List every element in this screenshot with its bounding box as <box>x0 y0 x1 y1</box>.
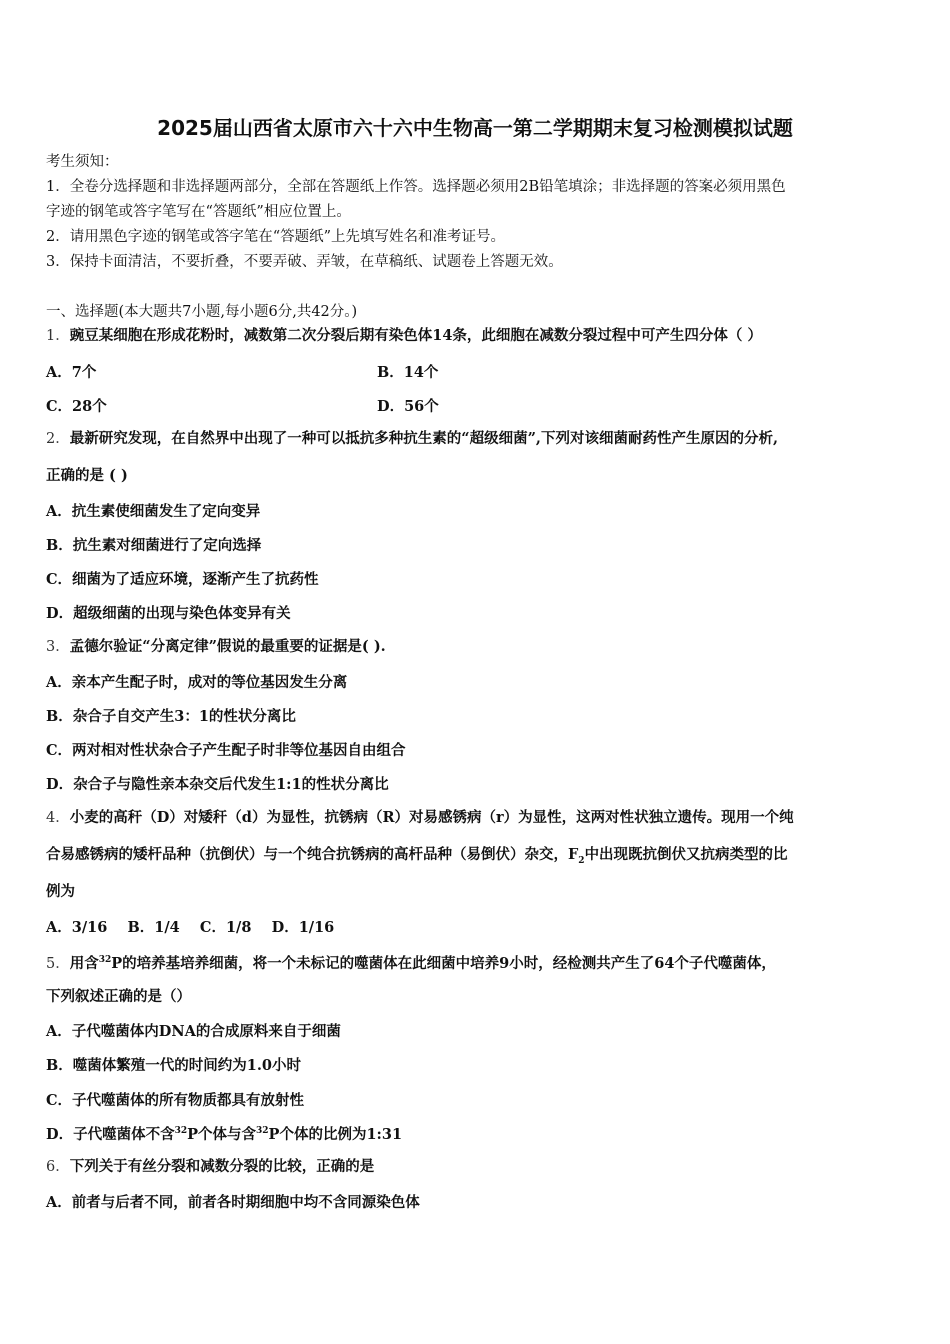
notice-item-1: 1．全卷分选择题和非选择题两部分，全部在答题纸上作答。选择题必须用2B铅笔填涂；非选择题的答案必须用黑色 <box>46 179 786 195</box>
q5-d-superscript: 32 <box>256 1126 269 1137</box>
question-text: 下列关于有丝分裂和减数分裂的比较，正确的是 <box>69 1158 375 1175</box>
q4-options: A．3/16 B．1/4 C．1/8 D．1/16 <box>46 919 335 936</box>
question-number: 2． <box>46 431 70 447</box>
notice-item-3: 3．保持卡面清洁，不要折叠，不要弄破、弄皱，在草稿纸、试题卷上答题无效。 <box>46 254 563 270</box>
question-5 <box>46 950 904 974</box>
q3-option-a: A．亲本产生配子时，成对的等位基因发生分离 <box>46 674 348 691</box>
q5-d-part: D．子代噬菌体不含 <box>46 1126 175 1143</box>
q5-option-d <box>46 1123 402 1144</box>
q2-option-a: A．抗生素使细菌发生了定向变异 <box>46 503 261 520</box>
question-4 <box>46 808 904 828</box>
notice-heading: 考生须知： <box>46 154 119 170</box>
question-4-cont <box>46 845 904 871</box>
question-text: 用含 <box>69 954 99 972</box>
q3-option-c: C．两对相对性状杂合子产生配子时非等位基因自由组合 <box>46 742 406 759</box>
q5-d-part: P个体的比例为1:31 <box>268 1126 403 1143</box>
question-5-cont: 下列叙述正确的是（） <box>46 988 191 1005</box>
q5-d-superscript: 32 <box>174 1126 188 1137</box>
q1-option-c: C．28个 <box>46 398 107 415</box>
q6-option-a: A．前者与后者不同，前者各时期细胞中均不含同源染色体 <box>46 1194 420 1211</box>
question-number: 6． <box>46 1159 70 1175</box>
question-2-cont: 正确的是 ( ) <box>46 467 128 484</box>
q2-option-b: B．抗生素对细菌进行了定向选择 <box>46 537 262 554</box>
question-number: 4． <box>46 810 70 826</box>
q4-text-part: 合易感锈病的矮杆品种（抗倒伏）与一个纯合抗锈病的高杆品种（易倒伏）杂交，F <box>46 846 579 863</box>
question-4-cont2: 例为 <box>46 883 75 900</box>
q4-text-part: 中出现既抗倒伏又抗病类型的比 <box>584 846 788 863</box>
question-number: 3． <box>46 639 70 655</box>
question-6 <box>46 1157 904 1177</box>
q5-option-a: A．子代噬菌体内DNA的合成原料来自于细菌 <box>46 1023 341 1040</box>
q5-d-part: P个体与含 <box>187 1126 257 1143</box>
q5-option-c: C．子代噬菌体的所有物质都具有放射性 <box>46 1092 305 1109</box>
question-number: 1． <box>46 328 70 344</box>
q3-option-d: D．杂合子与隐性亲本杂交后代发生1:1的性状分离比 <box>46 776 389 793</box>
notice-item-2: 2．请用黑色字迹的钢笔或答字笔在“答题纸”上先填写姓名和准考证号。 <box>46 229 506 245</box>
question-number: 5． <box>46 955 70 972</box>
section-heading: 一、选择题(本大题共7小题,每小题6分,共42分。) <box>46 304 358 320</box>
question-1 <box>46 326 904 346</box>
q5-option-b: B．噬菌体繁殖一代的时间约为1.0小时 <box>46 1057 301 1074</box>
question-3 <box>46 637 904 657</box>
question-text: 孟德尔验证“分离定律”假说的最重要的证据是( ). <box>69 638 386 655</box>
q2-option-c: C．细菌为了适应环境，逐渐产生了抗药性 <box>46 571 319 588</box>
page-title: 2025届山西省太原市六十六中生物高一第二学期期末复习检测模拟试题 <box>157 116 793 140</box>
q5-superscript: 32 <box>98 955 112 965</box>
notice-item-1-cont: 字迹的钢笔或答字笔写在“答题纸”相应位置上。 <box>46 204 351 220</box>
q1-option-b: B．14个 <box>377 364 439 381</box>
question-2 <box>46 429 904 449</box>
question-text: 小麦的高秆（D）对矮秆（d）为显性，抗锈病（R）对易感锈病（r）为显性，这两对性状独立遗传。现用一个纯 <box>69 809 794 826</box>
question-text: 最新研究发现，在自然界中出现了一种可以抵抗多种抗生素的“超级细菌”,下列对该细菌耐药性产生原因的分析, <box>69 430 779 447</box>
question-text: P的培养基培养细菌，将一个未标记的噬菌体在此细菌中培养9小时，经检测共产生了64个子代噬菌体， <box>111 954 776 972</box>
question-text: 豌豆某细胞在形成花粉时，减数第二次分裂后期有染色体14条，此细胞在减数分裂过程中可产生四分体（ ） <box>69 327 762 344</box>
q4-subscript: 2 <box>578 855 585 866</box>
q1-option-a: A．7个 <box>46 364 97 381</box>
q2-option-d: D．超级细菌的出现与染色体变异有关 <box>46 605 291 622</box>
q3-option-b: B．杂合子自交产生3：1的性状分离比 <box>46 708 296 725</box>
q1-option-d: D．56个 <box>377 398 439 415</box>
